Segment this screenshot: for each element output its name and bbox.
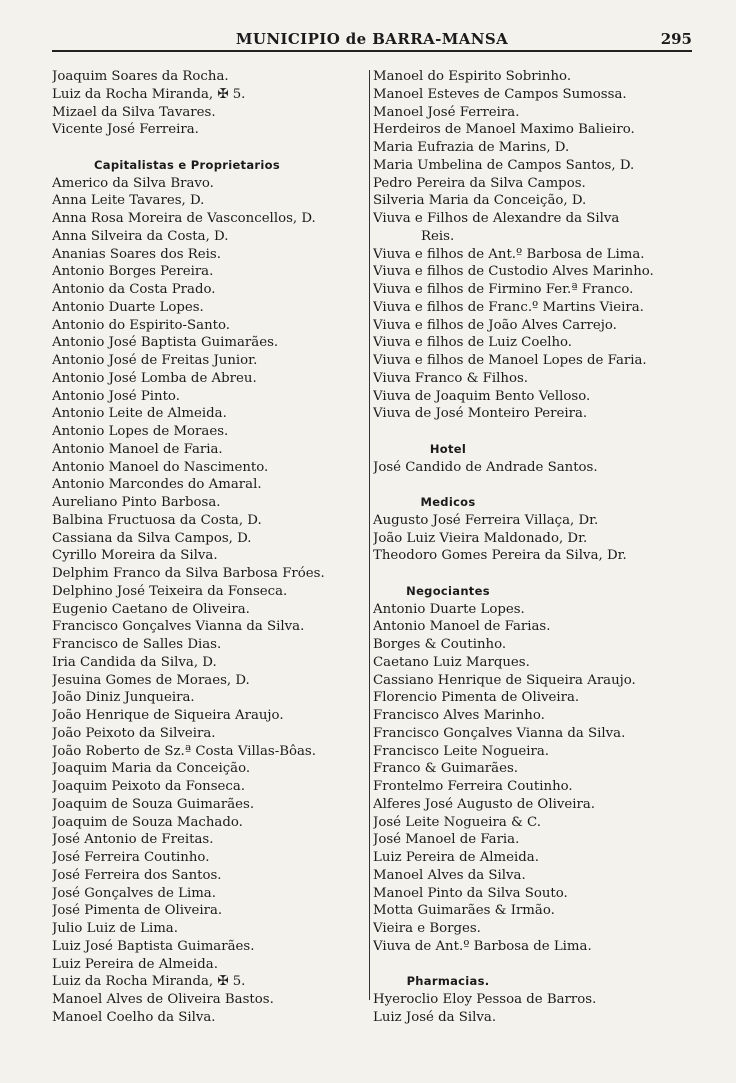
header-rule bbox=[52, 50, 692, 52]
list-item: Antonio Manoel de Farias. bbox=[373, 619, 551, 635]
list-item: Americo da Silva Bravo. bbox=[52, 175, 214, 191]
list-item: João Diniz Junqueira. bbox=[52, 690, 195, 706]
list-item: Luiz José da Silva. bbox=[373, 1009, 497, 1025]
list-item: Jesuina Gomes de Moraes, D. bbox=[52, 672, 250, 688]
list-item: Anna Silveira da Costa, D. bbox=[52, 228, 229, 244]
list-item: Manoel Pinto da Silva Souto. bbox=[373, 885, 568, 901]
list-item: Joaquim Maria da Conceição. bbox=[52, 761, 251, 777]
list-item: Franco & Guimarães. bbox=[373, 761, 518, 777]
list-item: Manoel Esteves de Campos Sumossa. bbox=[373, 86, 627, 102]
list-item: Cyrillo Moreira da Silva. bbox=[52, 548, 218, 564]
list-item: José Candido de Andrade Santos. bbox=[373, 459, 598, 475]
list-item: Manoel do Espirito Sobrinho. bbox=[373, 69, 572, 84]
list-item: Silveria Maria da Conceição, D. bbox=[373, 193, 587, 209]
section-heading: Capitalistas e Proprietarios bbox=[94, 157, 280, 172]
list-item: Viuva e filhos de Custodio Alves Marinho. bbox=[373, 264, 654, 280]
list-item: Theodoro Gomes Pereira da Silva, Dr. bbox=[373, 548, 627, 564]
list-item: José Ferreira dos Santos. bbox=[52, 867, 222, 883]
list-item: Frontelmo Ferreira Coutinho. bbox=[373, 779, 573, 794]
list-item: Francisco Gonçalves Vianna da Silva. bbox=[52, 619, 305, 635]
list-item: Pedro Pereira da Silva Campos. bbox=[373, 175, 586, 191]
section-spacer bbox=[52, 139, 367, 157]
list-item: João Roberto de Sz.ª Costa Villas-Bôas. bbox=[52, 743, 316, 759]
list-item: Delphim Franco da Silva Barbosa Fróes. bbox=[52, 566, 325, 581]
list-item: Viuva e filhos de Luiz Coelho. bbox=[373, 335, 573, 351]
list-item: Luiz da Rocha Miranda, ✠ 5. bbox=[52, 86, 246, 102]
list-item: Antonio José de Freitas Junior. bbox=[52, 353, 258, 368]
list-item: Antonio José Pinto. bbox=[52, 388, 180, 404]
list-item: Florencio Pimenta de Oliveira. bbox=[373, 690, 580, 706]
list-item: Joaquim Soares da Rocha. bbox=[52, 69, 229, 84]
right-column bbox=[373, 68, 698, 1027]
list-item: Aureliano Pinto Barbosa. bbox=[52, 495, 221, 510]
list-item: Ananias Soares dos Reis. bbox=[52, 246, 221, 262]
list-item: Anna Leite Tavares, D. bbox=[52, 193, 205, 209]
list-item: Antonio José Lomba de Abreu. bbox=[52, 370, 257, 386]
left-column bbox=[52, 68, 367, 1027]
list-item: Viuva e filhos de Manoel Lopes de Faria. bbox=[373, 353, 647, 368]
list-item: Antonio José Baptista Guimarães. bbox=[52, 335, 279, 351]
list-item: Joaquim de Souza Guimarães. bbox=[52, 796, 255, 812]
list-item: Antonio Duarte Lopes. bbox=[373, 601, 525, 617]
list-item: Alferes José Augusto de Oliveira. bbox=[373, 796, 595, 812]
list-item: Borges & Coutinho. bbox=[373, 637, 507, 652]
section-heading: Pharmacias. bbox=[406, 974, 490, 989]
list-item: Manoel Alves de Oliveira Bastos. bbox=[52, 992, 274, 1007]
list-item: Manoel Alves da Silva. bbox=[373, 867, 526, 883]
list-item: Viuva de Ant.º Barbosa de Lima. bbox=[373, 938, 592, 954]
list-item: Viuva de José Monteiro Pereira. bbox=[373, 406, 588, 422]
list-item: João Henrique de Siqueira Araujo. bbox=[52, 708, 284, 723]
list-item: José Ferreira Coutinho. bbox=[52, 850, 210, 865]
list-item: Herdeiros de Manoel Maximo Balieiro. bbox=[373, 122, 635, 138]
list-item: Francisco Gonçalves Vianna da Silva. bbox=[373, 725, 626, 741]
list-item: João Luiz Vieira Maldonado, Dr. bbox=[373, 530, 588, 546]
list-item: Francisco Leite Nogueira. bbox=[373, 743, 550, 759]
list-item: Viuva e filhos de Franc.º Martins Vieira. bbox=[373, 299, 644, 315]
list-item: Maria Umbelina de Campos Santos, D. bbox=[373, 157, 635, 173]
list-item: Julio Luiz de Lima. bbox=[52, 921, 178, 936]
list-item: Luiz José Baptista Guimarães. bbox=[52, 938, 255, 954]
list-item: José Pimenta de Oliveira. bbox=[52, 903, 223, 919]
section-heading: Hotel bbox=[429, 441, 467, 456]
list-item: Motta Guimarães & Irmão. bbox=[373, 903, 555, 919]
list-item: Viuva e Filhos de Alexandre da Silva bbox=[373, 211, 620, 226]
list-item: Joaquim de Souza Machado. bbox=[52, 814, 243, 830]
list-item: Manoel José Ferreira. bbox=[373, 104, 520, 120]
list-item: Francisco Alves Marinho. bbox=[373, 708, 545, 723]
list-item: José Antonio de Freitas. bbox=[52, 832, 214, 848]
list-item: Viuva e filhos de Firmino Fer.ª Franco. bbox=[373, 282, 634, 297]
list-item: Vieira e Borges. bbox=[373, 921, 481, 936]
list-item: Francisco de Salles Dias. bbox=[52, 637, 222, 652]
list-item: Viuva e filhos de João Alves Carrejo. bbox=[373, 317, 617, 333]
list-item: João Peixoto da Silveira. bbox=[52, 725, 216, 741]
section-spacer bbox=[373, 423, 698, 441]
list-item: Antonio da Costa Prado. bbox=[52, 282, 216, 297]
list-item-continuation: Reis. bbox=[421, 228, 455, 244]
list-item: Luiz da Rocha Miranda, ✠ 5. bbox=[52, 974, 246, 990]
list-item: Luiz Pereira de Almeida. bbox=[373, 850, 539, 865]
list-item: Antonio Marcondes do Amaral. bbox=[52, 477, 262, 493]
section-spacer bbox=[373, 565, 698, 583]
list-item: Viuva Franco & Filhos. bbox=[373, 370, 529, 386]
list-item: Balbina Fructuosa da Costa, D. bbox=[52, 512, 262, 528]
list-item: Cassiana da Silva Campos, D. bbox=[52, 530, 252, 546]
page-header bbox=[52, 30, 692, 50]
list-item: José Manoel de Faria. bbox=[373, 832, 520, 848]
list-item: Antonio Leite de Almeida. bbox=[52, 406, 227, 422]
page-number: 295 bbox=[660, 30, 692, 48]
list-item: Anna Rosa Moreira de Vasconcellos, D. bbox=[52, 211, 316, 226]
section-spacer bbox=[373, 476, 698, 494]
list-item: Viuva e filhos de Ant.º Barbosa de Lima. bbox=[373, 246, 645, 262]
list-item: Antonio Manoel de Faria. bbox=[52, 441, 223, 457]
list-item: Viuva de Joaquim Bento Velloso. bbox=[373, 388, 591, 404]
list-item: Mizael da Silva Tavares. bbox=[52, 104, 216, 120]
list-item: Luiz Pereira de Almeida. bbox=[52, 956, 218, 972]
list-item: Maria Eufrazia de Marins, D. bbox=[373, 140, 570, 155]
list-item: Manoel Coelho da Silva. bbox=[52, 1009, 216, 1025]
list-item: Antonio Manoel do Nascimento. bbox=[52, 459, 269, 475]
running-title: MUNICIPIO de BARRA-MANSA bbox=[235, 30, 509, 48]
list-item: Hyeroclio Eloy Pessoa de Barros. bbox=[373, 992, 597, 1007]
list-item: Antonio do Espirito-Santo. bbox=[52, 317, 230, 333]
list-item: José Gonçalves de Lima. bbox=[52, 885, 216, 901]
section-spacer bbox=[373, 956, 698, 974]
section-heading: Negociantes bbox=[406, 583, 490, 598]
list-item: Delphino José Teixeira da Fonseca. bbox=[52, 583, 288, 599]
list-item: Vicente José Ferreira. bbox=[52, 122, 199, 138]
list-item: Caetano Luiz Marques. bbox=[373, 654, 530, 670]
list-item: Iria Candida da Silva, D. bbox=[52, 654, 217, 670]
list-item: Augusto José Ferreira Villaça, Dr. bbox=[373, 512, 599, 528]
list-item: Joaquim Peixoto da Fonseca. bbox=[52, 779, 246, 794]
column-divider bbox=[369, 70, 370, 1000]
list-item: Antonio Duarte Lopes. bbox=[52, 299, 204, 315]
list-item: Antonio Borges Pereira. bbox=[52, 264, 214, 280]
list-item: Cassiano Henrique de Siqueira Araujo. bbox=[373, 672, 636, 688]
list-item: José Leite Nogueira & C. bbox=[373, 814, 541, 830]
list-item: Antonio Lopes de Moraes. bbox=[52, 424, 229, 439]
list-item: Eugenio Caetano de Oliveira. bbox=[52, 601, 250, 617]
section-heading: Medicos bbox=[420, 495, 476, 509]
